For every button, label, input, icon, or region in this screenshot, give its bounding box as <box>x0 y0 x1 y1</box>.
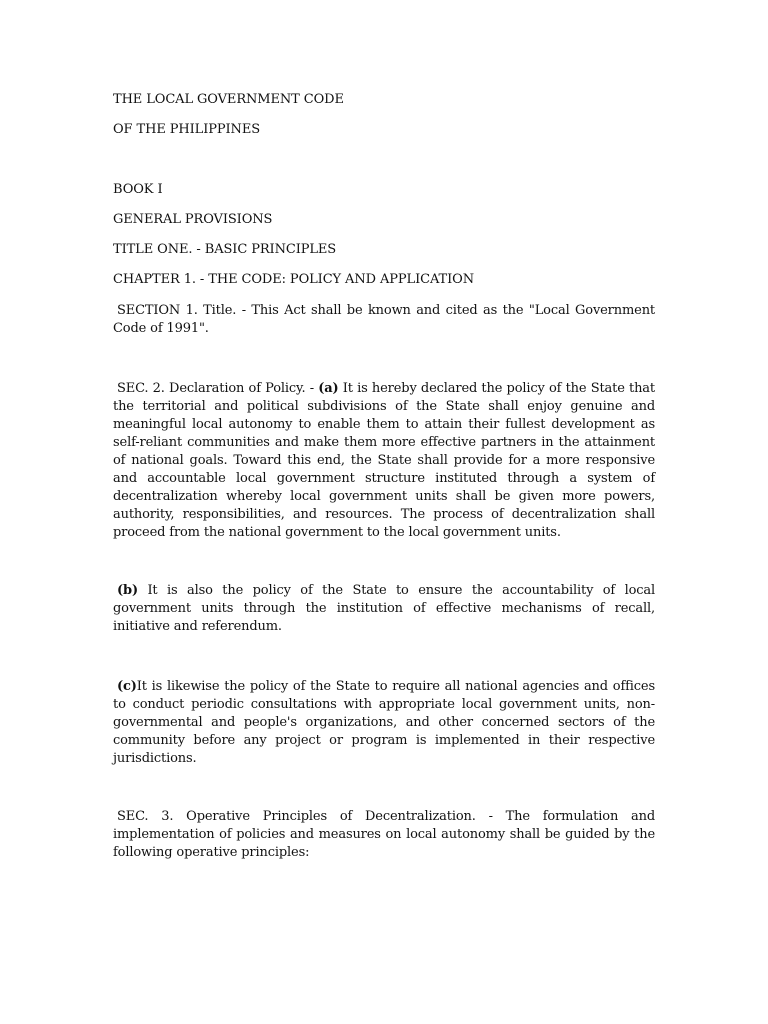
section-1-text: SECTION 1. Title. - This Act shall be known and cited as the "Local Government Code of 1991". <box>113 303 655 336</box>
title-one-heading: TITLE ONE. - BASIC PRINCIPLES <box>113 242 337 257</box>
section-2-text: It is hereby declared the policy of the State that the territorial and political subdivisions of the State shall enjoy genuine and meaningful local autonomy to enable them to attain their fullest development as self-reliant communities and make them more effective partners in the attainment of national goals. Toward this end, the State shall provide for a more responsive and accountable local government structure instituted through a system of decentralization whereby local government units shall be given more powers, authority, responsibilities, and resources. The process of decentralization shall proceed from the national government to the local government units. <box>113 381 655 540</box>
clause-b-text: It is also the policy of the State to ensure the accountability of local government units through the institution of effective mechanisms of recall, initiative and referendum. <box>113 583 655 634</box>
clause-b-paragraph <box>113 582 655 636</box>
document-title-line-1: THE LOCAL GOVERNMENT CODE <box>113 92 344 107</box>
clause-a-marker: (a) <box>318 381 339 396</box>
book-title: GENERAL PROVISIONS <box>113 212 273 227</box>
clause-b-marker: (b) <box>117 583 138 598</box>
section-3-text: SEC. 3. Operative Principles of Decentralization. - The formulation and implementation of policies and measures on local autonomy shall be guided by the following operative principles: <box>113 809 655 860</box>
section-2-paragraph <box>113 380 655 542</box>
book-heading: BOOK I <box>113 182 163 197</box>
clause-c-text: It is likewise the policy of the State to require all national agencies and offices to conduct periodic consultations with appropriate local government units, non-governmental and people's organizations, and other concerned sectors of the community before any project or program is implemented in their respective jurisdictions. <box>113 679 655 766</box>
chapter-one-heading: CHAPTER 1. - THE CODE: POLICY AND APPLICATION <box>113 272 474 287</box>
section-2-prefix: SEC. 2. Declaration of Policy. - <box>117 381 319 396</box>
clause-c-marker: (c) <box>117 679 137 694</box>
clause-c-paragraph <box>113 678 655 768</box>
section-3-paragraph <box>113 808 655 862</box>
document-title-line-2: OF THE PHILIPPINES <box>113 122 261 137</box>
section-1-paragraph <box>113 302 655 338</box>
